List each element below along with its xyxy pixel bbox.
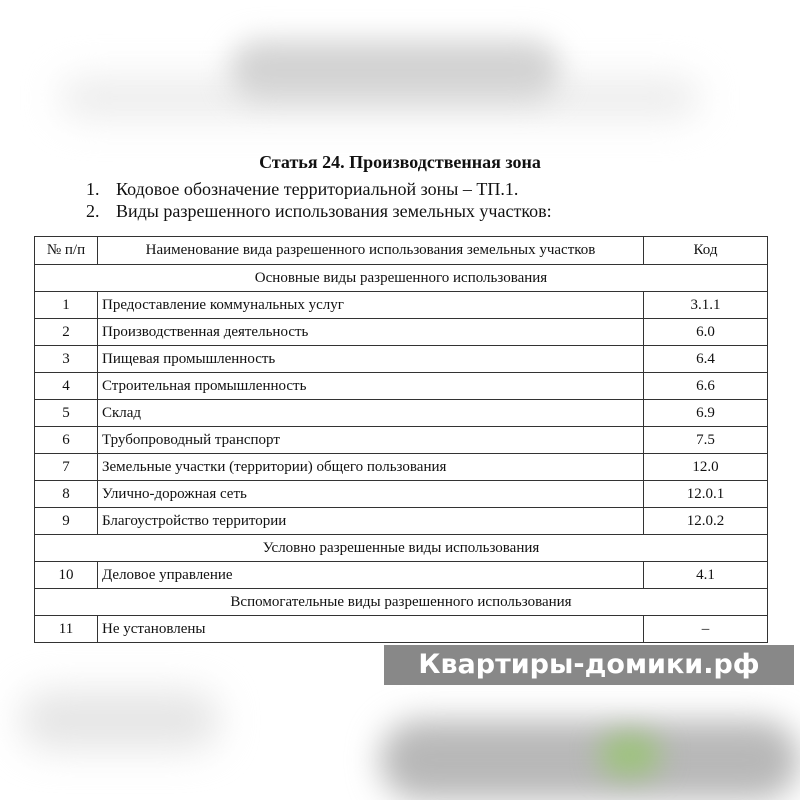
row-num: 10 — [35, 562, 98, 589]
row-code: 7.5 — [644, 427, 768, 454]
table-row — [35, 616, 768, 643]
blurred-background — [600, 735, 660, 775]
watermark-logo: Квартиры-домики.рф — [384, 645, 794, 685]
row-name: Строительная промышленность — [98, 373, 644, 400]
header-name: Наименование вида разрешенного использования земельных участков — [98, 237, 644, 265]
intro-item-number: 2. — [86, 201, 100, 221]
row-num: 6 — [35, 427, 98, 454]
table-body — [35, 265, 768, 643]
blurred-background — [380, 720, 800, 800]
row-code: 6.9 — [644, 400, 768, 427]
land-use-table — [34, 236, 768, 643]
row-code: 6.0 — [644, 319, 768, 346]
header-code: Код — [644, 237, 768, 265]
intro-item — [86, 200, 552, 222]
table-row — [35, 319, 768, 346]
section-header-row — [35, 265, 768, 292]
row-name: Склад — [98, 400, 644, 427]
row-name: Не установлены — [98, 616, 644, 643]
row-name: Деловое управление — [98, 562, 644, 589]
row-name: Предоставление коммунальных услуг — [98, 292, 644, 319]
row-code: 6.4 — [644, 346, 768, 373]
row-num: 11 — [35, 616, 98, 643]
intro-item — [86, 178, 552, 200]
section-header-row — [35, 535, 768, 562]
row-name: Земельные участки (территории) общего пользования — [98, 454, 644, 481]
row-code: 12.0.1 — [644, 481, 768, 508]
row-name: Трубопроводный транспорт — [98, 427, 644, 454]
row-code: 12.0.2 — [644, 508, 768, 535]
row-num: 7 — [35, 454, 98, 481]
section-title: Вспомогательные виды разрешенного использования — [35, 589, 768, 616]
row-num: 8 — [35, 481, 98, 508]
row-name: Улично-дорожная сеть — [98, 481, 644, 508]
header-num: № п/п — [35, 237, 98, 265]
table-row — [35, 562, 768, 589]
table-header-row — [35, 237, 768, 265]
intro-list — [86, 178, 552, 222]
table-row — [35, 292, 768, 319]
intro-item-text: Виды разрешенного использования земельных участков: — [116, 201, 552, 221]
article-title: Статья 24. Производственная зона — [259, 152, 541, 172]
section-title: Условно разрешенные виды использования — [35, 535, 768, 562]
table-row — [35, 427, 768, 454]
row-num: 1 — [35, 292, 98, 319]
row-name: Благоустройство территории — [98, 508, 644, 535]
table-row — [35, 346, 768, 373]
row-code: 12.0 — [644, 454, 768, 481]
row-code: 6.6 — [644, 373, 768, 400]
row-code: 4.1 — [644, 562, 768, 589]
blurred-background — [20, 690, 220, 750]
table-row — [35, 454, 768, 481]
blurred-background — [230, 40, 560, 100]
row-code: 3.1.1 — [644, 292, 768, 319]
row-num: 9 — [35, 508, 98, 535]
row-num: 2 — [35, 319, 98, 346]
table-row — [35, 373, 768, 400]
section-title: Основные виды разрешенного использования — [35, 265, 768, 292]
row-code: – — [644, 616, 768, 643]
section-header-row — [35, 589, 768, 616]
intro-item-number: 1. — [86, 179, 100, 199]
table-row — [35, 400, 768, 427]
table-row — [35, 481, 768, 508]
table-row — [35, 508, 768, 535]
row-num: 4 — [35, 373, 98, 400]
row-num: 3 — [35, 346, 98, 373]
row-name: Производственная деятельность — [98, 319, 644, 346]
row-num: 5 — [35, 400, 98, 427]
row-name: Пищевая промышленность — [98, 346, 644, 373]
intro-item-text: Кодовое обозначение территориальной зоны – ТП.1. — [116, 179, 519, 199]
